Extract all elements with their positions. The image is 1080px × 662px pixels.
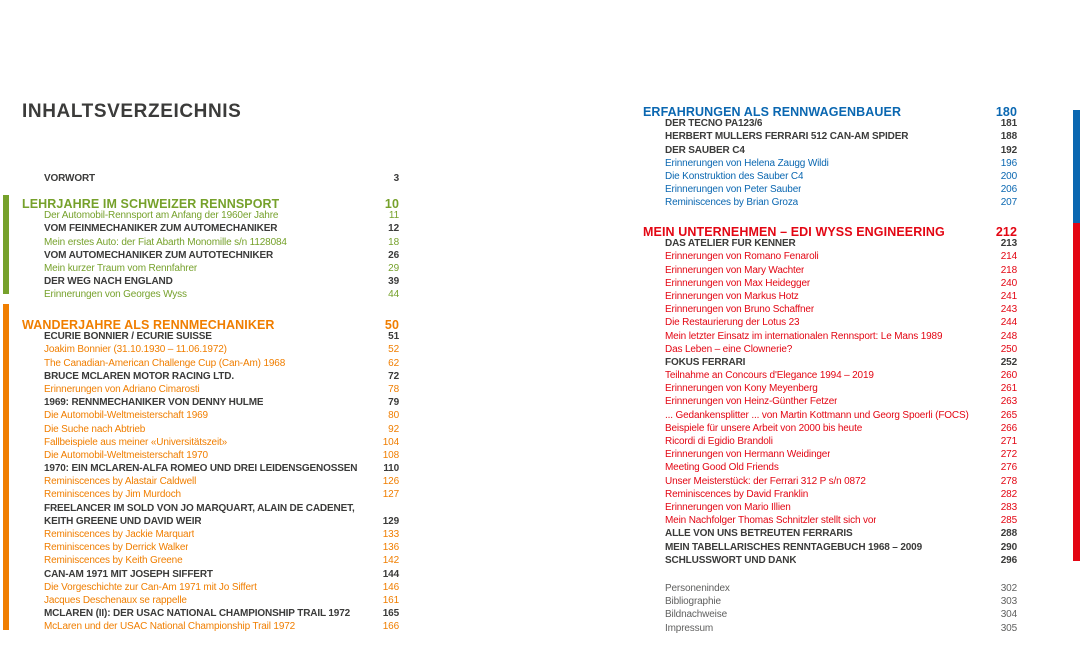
toc-entry-label: 1969: RENNMECHANIKER VON DENNY HULME xyxy=(44,397,264,409)
toc-entry-label: WANDERJAHRE ALS RENNMECHANIKER xyxy=(22,318,275,332)
toc-entry xyxy=(22,344,399,357)
toc-entry-label: Reminiscences by Jim Murdoch xyxy=(44,489,181,501)
toc-entry xyxy=(643,436,1017,449)
toc-entry-page-number: 305 xyxy=(1000,622,1017,634)
section-wanderjahre xyxy=(22,318,399,635)
toc-entry-label: FREELANCER IM SOLD VON JO MARQUART, ALAIN DE CADENET, xyxy=(44,502,355,514)
toc-entry xyxy=(643,489,1017,502)
toc-entry xyxy=(22,437,399,450)
toc-entry xyxy=(643,171,1017,184)
toc-entry xyxy=(22,621,399,634)
toc-entry-label: 1970: EIN MCLAREN-ALFA ROMEO UND DREI LEIDENSGENOSSEN xyxy=(44,463,358,475)
toc-entry-page-number: 266 xyxy=(1000,422,1017,434)
toc-entry-label: Erinnerungen von Kony Meyenberg xyxy=(665,383,818,395)
toc-entry-label: CAN-AM 1971 MIT JOSEPH SIFFERT xyxy=(44,568,213,580)
toc-entry-page-number: 52 xyxy=(388,344,399,356)
toc-entry-label: Impressum xyxy=(665,622,714,634)
toc-entry-label: Reminiscences by Keith Greene xyxy=(44,555,183,567)
toc-entry xyxy=(22,555,399,568)
toc-entry xyxy=(22,210,399,223)
toc-entry xyxy=(22,503,399,516)
toc-entry-label: Erinnerungen von Georges Wyss xyxy=(44,289,187,301)
toc-entry xyxy=(643,265,1017,278)
toc-entry-label: ... Gedankensplitter ... von Martin Kottmann und Georg Spoerli (FOCS) xyxy=(665,409,969,421)
toc-entry xyxy=(643,344,1017,357)
toc-entry-label: VOM FEINMECHANIKER ZUM AUTOMECHANIKER xyxy=(44,223,278,235)
toc-entry xyxy=(643,396,1017,409)
toc-entry-label: DAS ATELIER FÜR KENNER xyxy=(665,238,796,250)
toc-entry-label: Die Vorgeschichte zur Can-Am 1971 mit Jo Siffert xyxy=(44,581,257,593)
toc-entry-label: DER SAUBER C4 xyxy=(665,144,745,156)
toc-entry-label: MEIN TABELLARISCHES RENNTAGEBUCH 1968 – 2009 xyxy=(665,541,922,553)
toc-entry xyxy=(22,424,399,437)
toc-entry-page-number: 80 xyxy=(388,410,399,422)
toc-entry-page-number: 62 xyxy=(388,357,399,369)
toc-entry-page-number: 79 xyxy=(388,397,399,409)
toc-entry xyxy=(643,515,1017,528)
toc-entry xyxy=(643,583,1017,596)
section-marker-bar-orange xyxy=(3,304,9,630)
toc-entry-label: Die Suche nach Abtrieb xyxy=(44,423,146,435)
toc-entry-page-number: 261 xyxy=(1000,383,1017,395)
toc-entry-page-number: 44 xyxy=(388,289,399,301)
toc-entry xyxy=(643,184,1017,197)
toc-entry xyxy=(643,331,1017,344)
toc-entry xyxy=(22,569,399,582)
toc-entry-label: Erinnerungen von Markus Hotz xyxy=(665,290,799,302)
toc-entry-page-number: 181 xyxy=(1000,118,1017,130)
toc-entry-page-number: 78 xyxy=(388,383,399,395)
toc-entry xyxy=(22,318,399,331)
toc-entry-label: Erinnerungen von Mario Illien xyxy=(665,501,791,513)
toc-entry-label: Meeting Good Old Friends xyxy=(665,462,779,474)
toc-entry-page-number: 136 xyxy=(382,542,399,554)
toc-entry xyxy=(643,596,1017,609)
toc-entry-page-number: 26 xyxy=(388,249,399,261)
toc-entry xyxy=(643,623,1017,636)
toc-entry-page-number: 72 xyxy=(388,370,399,382)
toc-entry-page-number: 303 xyxy=(1000,596,1017,608)
toc-entry xyxy=(643,370,1017,383)
toc-entry-page-number: 260 xyxy=(1000,370,1017,382)
toc-entry-page-number: 207 xyxy=(1000,197,1017,209)
toc-entry-page-number: 263 xyxy=(1000,396,1017,408)
toc-entry-label: Erinnerungen von Hermann Weidinger xyxy=(665,449,831,461)
toc-entry-page-number: 110 xyxy=(383,463,399,475)
section-unternehmen xyxy=(643,225,1017,568)
toc-entry-page-number: 129 xyxy=(382,515,399,527)
toc-entry-page-number: 302 xyxy=(1000,583,1017,594)
toc-entry-page-number: 265 xyxy=(1000,409,1017,421)
toc-entry xyxy=(22,223,399,236)
toc-entry xyxy=(643,542,1017,555)
toc-entry-page-number: 29 xyxy=(388,262,399,274)
toc-entry xyxy=(22,450,399,463)
toc-entry-page-number: 51 xyxy=(388,331,399,343)
toc-entry-page-number: 218 xyxy=(1000,264,1017,276)
toc-entry-label: Unser Meisterstück: der Ferrari 312 P s/n 0872 xyxy=(665,475,866,487)
toc-entry-label: Bildnachweise xyxy=(665,609,727,621)
toc-entry-page-number: 241 xyxy=(1000,290,1017,302)
toc-entry-page-number: 288 xyxy=(1000,528,1017,540)
toc-entry-label: Die Automobil-Weltmeisterschaft 1969 xyxy=(44,410,208,422)
toc-entry-page-number: 244 xyxy=(1000,317,1017,329)
toc-entry xyxy=(643,238,1017,251)
toc-entry-label: Reminiscences by Jackie Marquart xyxy=(44,529,195,540)
toc-entry xyxy=(643,278,1017,291)
toc-entry-label: Teilnahme an Concours d'Elegance 1994 – 2019 xyxy=(665,370,874,382)
toc-entry-page-number: 127 xyxy=(382,489,399,501)
toc-entry-label: Erinnerungen von Mary Wachter xyxy=(665,264,805,276)
toc-entry-page-number: 180 xyxy=(995,105,1017,119)
toc-entry-page-number: 206 xyxy=(1000,184,1017,196)
toc-entry-label: DER TECNO PA123/6 xyxy=(665,118,763,130)
toc-entry-label: BRUCE MCLAREN MOTOR RACING LTD. xyxy=(44,370,234,382)
toc-entry xyxy=(22,489,399,502)
toc-entry xyxy=(22,582,399,595)
toc-entry xyxy=(643,383,1017,396)
section-marker-bar-green xyxy=(3,195,9,294)
toc-entry-label: FOKUS FERRARI xyxy=(665,356,746,368)
toc-entry xyxy=(643,528,1017,541)
toc-entry-label: Beispiele für unsere Arbeit von 2000 bis heute xyxy=(665,422,863,434)
section-marker-bar-blue xyxy=(1073,110,1080,223)
toc-entry xyxy=(22,331,399,344)
toc-entry xyxy=(22,397,399,410)
toc-entry-page-number: 296 xyxy=(1000,554,1017,566)
toc-entry xyxy=(643,476,1017,489)
toc-entry xyxy=(22,384,399,397)
toc-entry-label: MEIN UNTERNEHMEN – EDI WYSS ENGINEERING xyxy=(643,225,945,239)
toc-entry-label: Erinnerungen von Max Heidegger xyxy=(665,277,811,289)
section-erfahrungen xyxy=(643,105,1017,211)
toc-entry xyxy=(22,276,399,289)
toc-entry-page-number: 11 xyxy=(388,210,399,222)
toc-entry-label: HERBERT MÜLLERS FERRARI 512 CAN-AM SPIDER xyxy=(665,131,909,143)
toc-entry-label: The Canadian-American Challenge Cup (Can-Am) 1968 xyxy=(44,357,286,369)
toc-entry xyxy=(643,423,1017,436)
toc-entry-page-number: 212 xyxy=(995,225,1017,239)
toc-entry xyxy=(22,463,399,476)
section-front-matter xyxy=(22,173,399,186)
toc-entry-label: SCHLUSSWORT UND DANK xyxy=(665,554,797,566)
toc-entry-page-number: 304 xyxy=(1000,609,1017,621)
toc-entry xyxy=(22,410,399,423)
toc-entry-label: Erinnerungen von Bruno Schaffner xyxy=(665,304,815,316)
toc-entry-page-number: 283 xyxy=(1000,501,1017,513)
toc-entry xyxy=(22,529,399,542)
toc-entry-label: Erinnerungen von Adriano Cimarosti xyxy=(44,383,200,395)
toc-entry-label: DER WEG NACH ENGLAND xyxy=(44,276,173,288)
toc-entry xyxy=(643,145,1017,158)
toc-entry xyxy=(643,410,1017,423)
toc-entry xyxy=(22,237,399,250)
toc-entry xyxy=(643,105,1017,118)
toc-entry-page-number: 126 xyxy=(382,476,399,488)
toc-entry-label: Reminiscences by Brian Groza xyxy=(665,197,799,209)
toc-entry-page-number: 240 xyxy=(1000,277,1017,289)
toc-entry-label: Mein Nachfolger Thomas Schnitzler stellt sich vor xyxy=(665,515,877,527)
toc-entry-label: Bibliographie xyxy=(665,596,721,608)
toc-entry xyxy=(643,251,1017,264)
toc-entry-page-number: 104 xyxy=(382,436,399,448)
toc-entry-page-number: 92 xyxy=(388,423,399,435)
toc-entry-label: Erinnerungen von Helena Zaugg Wildi xyxy=(665,157,829,169)
toc-entry-page-number: 196 xyxy=(1000,157,1017,169)
toc-entry xyxy=(22,250,399,263)
toc-entry-label: LEHRJAHRE IM SCHWEIZER RENNSPORT xyxy=(22,197,280,211)
toc-entry xyxy=(643,291,1017,304)
toc-entry-label: ALLE VON UNS BETREUTEN FERRARIS xyxy=(665,528,853,540)
page-title: INHALTSVERZEICHNIS xyxy=(22,101,242,122)
toc-entry xyxy=(643,197,1017,210)
toc-entry xyxy=(22,371,399,384)
toc-entry-page-number: 213 xyxy=(1000,238,1017,250)
toc-entry xyxy=(643,609,1017,622)
toc-entry-label: Reminiscences by David Franklin xyxy=(665,488,809,500)
toc-entry xyxy=(22,516,399,529)
toc-entry-label: Reminiscences by Alastair Caldwell xyxy=(44,476,197,488)
toc-entry-page-number: 243 xyxy=(1000,304,1017,316)
toc-entry-page-number: 133 xyxy=(382,529,399,540)
toc-entry-page-number: 166 xyxy=(382,621,399,633)
toc-entry-label: Erinnerungen von Heinz-Günther Fetzer xyxy=(665,396,838,408)
toc-entry-label: VORWORT xyxy=(44,173,95,184)
toc-entry-label: Der Automobil-Rennsport am Anfang der 1960er Jahre xyxy=(44,210,279,222)
toc-entry-page-number: 250 xyxy=(1000,343,1017,355)
toc-entry xyxy=(643,304,1017,317)
toc-entry-label: ERFAHRUNGEN ALS RENNWAGENBAUER xyxy=(643,105,902,119)
toc-entry-page-number: 276 xyxy=(1000,462,1017,474)
toc-entry xyxy=(643,502,1017,515)
section-lehrjahre xyxy=(22,197,399,303)
toc-entry xyxy=(643,357,1017,370)
toc-entry xyxy=(643,449,1017,462)
toc-entry-label: Die Restaurierung der Lotus 23 xyxy=(665,317,800,329)
toc-entry-label: MCLAREN (II): DER USAC NATIONAL CHAMPIONSHIP TRAIL 1972 xyxy=(44,608,351,620)
toc-entry-label: Personenindex xyxy=(665,583,730,594)
toc-entry-page-number: 282 xyxy=(1000,488,1017,500)
toc-entry-page-number: 192 xyxy=(1000,144,1017,156)
toc-entry-label: Die Konstruktion des Sauber C4 xyxy=(665,170,804,182)
toc-entry-label: Ricordi di Egidio Brandoli xyxy=(665,436,773,447)
toc-entry-page-number: 10 xyxy=(384,197,399,211)
toc-entry xyxy=(22,595,399,608)
toc-entry-page-number: 50 xyxy=(384,318,399,332)
toc-entry-page-number: 271 xyxy=(1000,436,1017,447)
toc-entry-page-number: 108 xyxy=(382,449,399,461)
toc-entry-label: Erinnerungen von Peter Sauber xyxy=(665,184,802,196)
toc-entry-page-number: 252 xyxy=(1000,356,1017,368)
toc-entry xyxy=(22,358,399,371)
toc-entry xyxy=(643,118,1017,131)
toc-entry-page-number: 290 xyxy=(1000,541,1017,553)
toc-entry-page-number: 142 xyxy=(382,555,399,567)
toc-entry-label: Die Automobil-Weltmeisterschaft 1970 xyxy=(44,449,208,461)
toc-entry-label: Mein kurzer Traum vom Rennfahrer xyxy=(44,262,198,274)
toc-entry-label: Jacques Deschenaux se rappelle xyxy=(44,594,187,606)
section-marker-bar-red xyxy=(1073,223,1080,561)
toc-entry-page-number: 278 xyxy=(1000,475,1017,487)
toc-entry-label: VOM AUTOMECHANIKER ZUM AUTOTECHNIKER xyxy=(44,249,274,261)
toc-entry-label: Erinnerungen von Romano Fenaroli xyxy=(665,251,819,263)
toc-entry xyxy=(643,131,1017,144)
toc-entry-page-number: 161 xyxy=(382,594,399,606)
toc-entry-label: KEITH GREENE UND DAVID WEIR xyxy=(44,515,202,527)
toc-entry xyxy=(22,197,399,210)
toc-entry-page-number: 144 xyxy=(382,568,399,580)
toc-entry xyxy=(643,158,1017,171)
toc-entry-page-number: 285 xyxy=(1000,515,1017,527)
toc-entry xyxy=(22,289,399,302)
toc-entry xyxy=(22,476,399,489)
toc-entry-label: Fallbeispiele aus meiner «Universitätszeit» xyxy=(44,436,228,448)
toc-entry-page-number: 214 xyxy=(1000,251,1017,263)
toc-entry xyxy=(22,608,399,621)
toc-entry xyxy=(643,225,1017,238)
toc-entry xyxy=(643,555,1017,568)
toc-entry xyxy=(643,462,1017,475)
toc-entry-label: McLaren und der USAC National Championship Trail 1972 xyxy=(44,621,296,633)
toc-entry xyxy=(643,317,1017,330)
toc-entry-page-number: 146 xyxy=(382,581,399,593)
toc-entry-label: Reminiscences by Derrick Walker xyxy=(44,542,189,554)
section-end-matter xyxy=(643,583,1017,636)
toc-entry-page-number: 188 xyxy=(1000,131,1017,143)
toc-entry-page-number: 248 xyxy=(1000,330,1017,342)
toc-entry-label: Das Leben – eine Clownerie? xyxy=(665,343,793,355)
toc-entry-label: ECURIE BONNIER / ECURIE SUISSE xyxy=(44,331,212,343)
toc-entry-page-number: 272 xyxy=(1000,449,1017,461)
toc-entry-page-number: 12 xyxy=(388,223,399,235)
toc-entry-page-number: 3 xyxy=(393,173,399,184)
toc-entry xyxy=(22,173,399,186)
toc-entry-label: Mein erstes Auto: der Fiat Abarth Monomille s/n 1128084 xyxy=(44,236,287,248)
toc-entry-page-number: 18 xyxy=(388,236,399,248)
toc-entry-page-number: 200 xyxy=(1000,170,1017,182)
toc-entry-label: Mein letzter Einsatz im internationalen Rennsport: Le Mans 1989 xyxy=(665,330,943,342)
toc-entry-page-number: 39 xyxy=(388,276,399,288)
toc-entry-page-number: 165 xyxy=(382,608,399,620)
toc-entry xyxy=(22,263,399,276)
toc-entry xyxy=(22,542,399,555)
toc-entry-label: Joakim Bonnier (31.10.1930 – 11.06.1972) xyxy=(44,344,227,356)
